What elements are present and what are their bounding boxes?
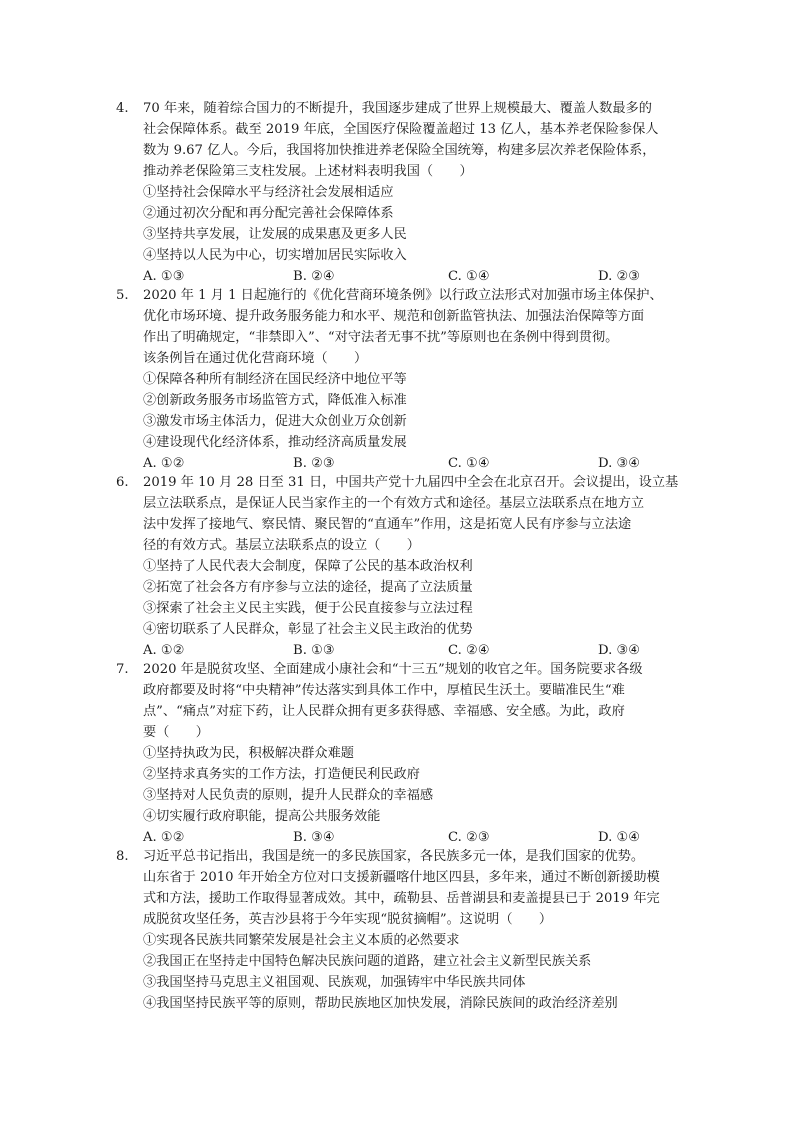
statement: ①坚持了人民代表大会制度，保障了公民的基本政治权利 xyxy=(143,559,473,574)
question-number: 7. xyxy=(116,662,129,677)
statement: ③探索了社会主义民主实践，便于公民直接参与立法过程 xyxy=(143,601,473,616)
statement: ④我国坚持民族平等的原则，帮助民族地区加快发展，消除民族间的政治经济差别 xyxy=(143,996,618,1011)
question-body xyxy=(143,285,683,474)
option-d[interactable]: D. ①④ xyxy=(598,830,641,845)
statement: ①实现各民族共同繁荣发展是社会主义本质的必然要求 xyxy=(143,933,460,948)
answer-options xyxy=(143,827,683,848)
stem-line: 该条例旨在通过优化营商环境（ ） xyxy=(143,351,368,366)
stem-line: 成脱贫攻坚任务，英吉沙县将于今年实现“脱贫摘帽”。这说明（ ） xyxy=(143,912,553,927)
option-d[interactable]: D. ③④ xyxy=(598,643,641,658)
option-c[interactable]: C. ①④ xyxy=(448,269,490,284)
answer-options xyxy=(143,640,683,661)
statement: ①坚持执政为民，积极解决群众难题 xyxy=(143,746,354,761)
option-c[interactable]: C. ②④ xyxy=(448,643,490,658)
option-a[interactable]: A. ①③ xyxy=(143,269,185,284)
question-body xyxy=(143,98,683,287)
statement: ③激发市场主体活力，促进大众创业万众创新 xyxy=(143,414,407,429)
statement: ②创新政务服务市场监管方式，降低准入标准 xyxy=(143,393,407,408)
option-b[interactable]: B. ③④ xyxy=(293,830,335,845)
stem-line: 2020 年 1 月 1 日起施行的《优化营商环境条例》以行政立法形式对加强市场主体保护、 xyxy=(143,288,663,303)
option-a[interactable]: A. ①② xyxy=(143,643,185,658)
statement: ①坚持社会保障水平与经济社会发展相适应 xyxy=(143,185,394,200)
stem-line: 70 年来，随着综合国力的不断提升，我国逐步建成了世界上规模最大、覆盖人数最多的 xyxy=(143,101,652,116)
stem-line: 点”、“痛点”对症下药，让人民群众拥有更多获得感、幸福感、安全感。为此，政府 xyxy=(143,704,625,719)
stem-line: 法中发挥了接地气、察民情、聚民智的“直通车”作用，这是拓宽人民有序参与立法途 xyxy=(143,517,632,532)
statement: ④密切联系了人民群众，彰显了社会主义民主政治的优势 xyxy=(143,622,473,637)
stem-line: 数为 9.67 亿人。今后，我国将加快推进养老保险全国统筹，构建多层次养老保险体系， xyxy=(143,143,656,158)
option-b[interactable]: B. ②④ xyxy=(293,269,335,284)
option-c[interactable]: C. ①④ xyxy=(448,456,490,471)
stem-line: 层立法联系点，是保证人民当家作主的一个有效方式和途径。基层立法联系点在地方立 xyxy=(143,496,645,511)
option-a[interactable]: A. ①② xyxy=(143,456,185,471)
statement: ①保障各种所有制经济在国民经济中地位平等 xyxy=(143,372,407,387)
stem-line: 2019 年 10 月 28 日至 31 日，中国共产党十九届四中全会在北京召开。会议提出，设立基 xyxy=(143,475,679,490)
stem-line: 径的有效方式。基层立法联系点的设立（ ） xyxy=(143,538,420,553)
statement: ③坚持对人民负责的原则，提升人民群众的幸福感 xyxy=(143,788,434,803)
stem-line: 政府都要及时将“中央精神”传达落实到具体工作中，厚植民生沃土。要瞄准民生“难 xyxy=(143,683,625,698)
question-body xyxy=(143,472,683,661)
statement: ②通过初次分配和再分配完善社会保障体系 xyxy=(143,206,394,221)
statement: ③我国坚持马克思主义祖国观、民族观，加强铸牢中华民族共同体 xyxy=(143,975,526,990)
stem-line: 要（ ） xyxy=(143,725,209,740)
statement: ③坚持共享发展，让发展的成果惠及更多人民 xyxy=(143,227,407,242)
question-number: 4. xyxy=(116,101,129,116)
option-d[interactable]: D. ③④ xyxy=(598,456,641,471)
statement: ④切实履行政府职能，提高公共服务效能 xyxy=(143,809,381,824)
option-d[interactable]: D. ②③ xyxy=(598,269,641,284)
stem-line: 推动养老保险第三支柱发展。上述材料表明我国（ ） xyxy=(143,164,473,179)
stem-line: 优化市场环境、提升政务服务能力和水平、规范和创新监管执法、加强法治保障等方面 xyxy=(143,309,645,324)
stem-line: 式和方法，援助工作取得显著成效。其中，疏勒县、岳普湖县和麦盖提县已于 2019 年完 xyxy=(143,891,660,906)
statement: ②坚持求真务实的工作方法，打造便民利民政府 xyxy=(143,767,420,782)
question-number: 8. xyxy=(116,849,129,864)
option-c[interactable]: C. ②③ xyxy=(448,830,490,845)
stem-line: 山东省于 2010 年开始全方位对口支援新疆喀什地区四县，多年来，通过不断创新援助模 xyxy=(143,870,660,885)
statement: ②我国正在坚持走中国特色解决民族问题的道路，建立社会主义新型民族关系 xyxy=(143,954,592,969)
question-body xyxy=(143,659,683,848)
stem-line: 习近平总书记指出，我国是统一的多民族国家，各民族多元一体，是我们国家的优势。 xyxy=(143,849,645,864)
option-b[interactable]: B. ①③ xyxy=(293,643,335,658)
question-body xyxy=(143,846,683,1014)
stem-line: 社会保障体系。截至 2019 年底，全国医疗保险覆盖超过 13 亿人，基本养老保险参保人 xyxy=(143,122,659,137)
statement: ④建设现代化经济体系，推动经济高质量发展 xyxy=(143,435,407,450)
question-number: 5. xyxy=(116,288,129,303)
option-a[interactable]: A. ①② xyxy=(143,830,185,845)
stem-line: 作出了明确规定，“非禁即入”、“对守法者无事不扰”等原则也在条例中得到贯彻。 xyxy=(143,330,619,345)
statement: ④坚持以人民为中心，切实增加居民实际收入 xyxy=(143,248,407,263)
answer-options xyxy=(143,266,683,287)
question-number: 6. xyxy=(116,475,129,490)
stem-line: 2020 年是脱贫攻坚、全面建成小康社会和“十三五”规划的收官之年。国务院要求各级 xyxy=(143,662,643,677)
answer-options xyxy=(143,453,683,474)
option-b[interactable]: B. ②③ xyxy=(293,456,335,471)
statement: ②拓宽了社会各方有序参与立法的途径，提高了立法质量 xyxy=(143,580,473,595)
